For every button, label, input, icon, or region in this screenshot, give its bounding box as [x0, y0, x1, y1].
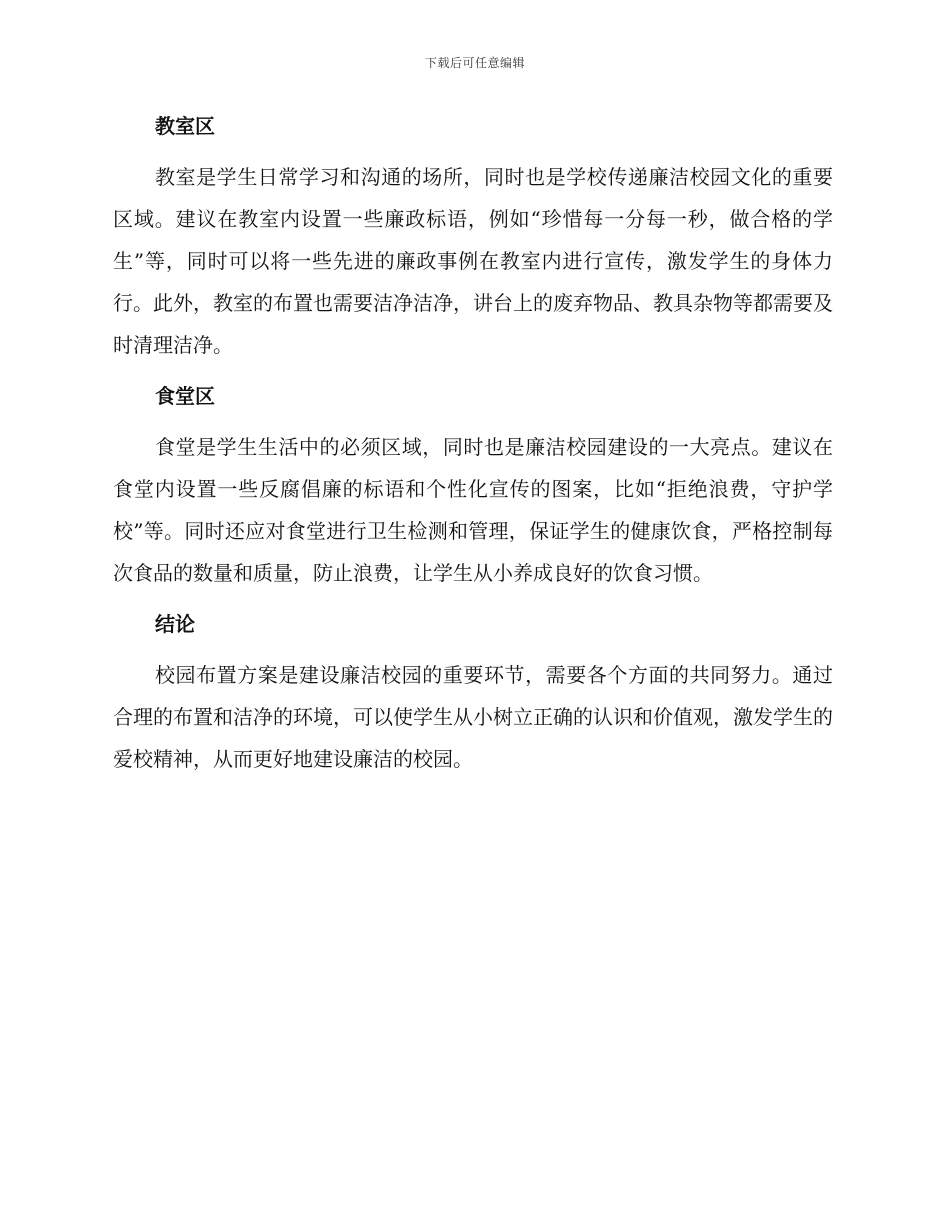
section-paragraph-canteen: 食堂是学生生活中的必须区域，同时也是廉洁校园建设的一大亮点。建议在食堂内设置一些反腐倡廉的标语和个性化宣传的图案，比如“拒绝浪费，守护学校”等。同时还应对食堂进行卫生检测和管理，保证学生的健康饮食，严格控制每次食品的数量和质量，防止浪费，让学生从小养成良好的饮食习惯。 — [113, 435, 833, 585]
section-heading-conclusion: 结论 — [155, 612, 195, 636]
section-heading-classroom: 教室区 — [155, 114, 215, 138]
document-body — [113, 110, 833, 780]
section-paragraph-classroom: 教室是学生日常学习和沟通的场所，同时也是学校传递廉洁校园文化的重要区域。建议在教室内设置一些廉政标语，例如“珍惜每一分每一秒，做合格的学生”等，同时可以将一些先进的廉政事例在教室内进行宣传，激发学生的身体力行。此外，教室的布置也需要洁净洁净，讲台上的废弃物品、教具杂物等都需要及时清理洁净。 — [113, 165, 833, 357]
section-paragraph-conclusion: 校园布置方案是建设廉洁校园的重要环节，需要各个方面的共同努力。通过合理的布置和洁净的环境，可以使学生从小树立正确的认识和价值观，激发学生的爱校精神，从而更好地建设廉洁的校园。 — [113, 663, 833, 771]
header-note: 下载后可任意编辑 — [424, 56, 525, 70]
section-heading-canteen: 食堂区 — [155, 384, 215, 408]
